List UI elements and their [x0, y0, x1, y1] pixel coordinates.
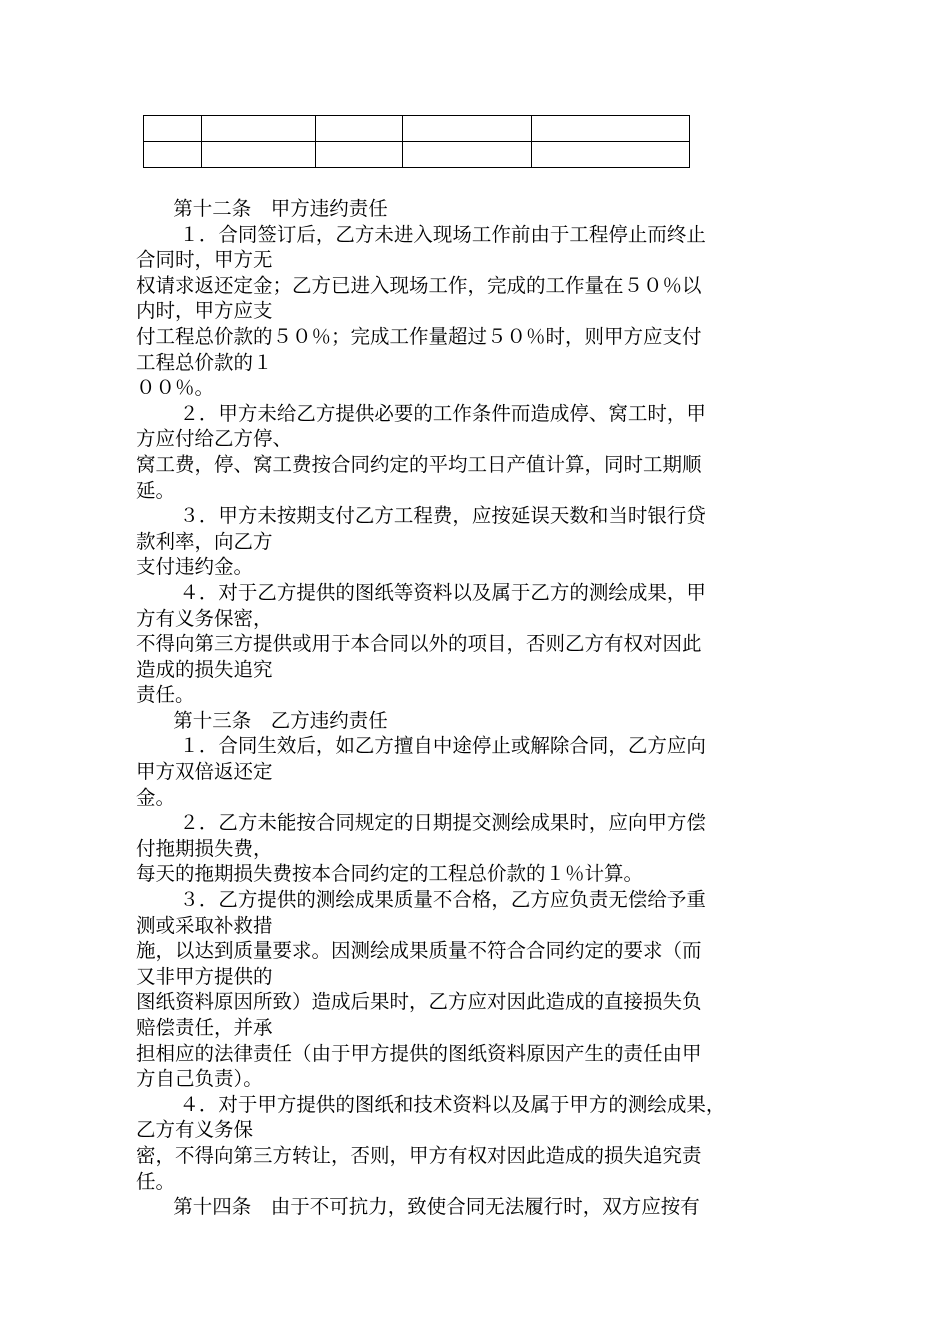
text-line: 付拖期损失费，: [136, 836, 273, 860]
text-line: ４．对于甲方提供的图纸和技术资料以及属于甲方的测绘成果，: [136, 1092, 726, 1116]
table-cell: [316, 142, 403, 168]
text-line: 甲方双倍返还定: [136, 760, 273, 784]
table-cell: [144, 142, 202, 168]
text-line: 第十二条 甲方违约责任: [136, 197, 388, 220]
text-line: 每天的拖期损失费按本合同约定的工程总价款的１％计算。: [136, 862, 644, 886]
text-line: 乙方有义务保: [136, 1118, 254, 1142]
text-line: 又非甲方提供的: [136, 964, 273, 988]
text-line: 权请求返还定金；乙方已进入现场工作，完成的工作量在５０％以: [136, 273, 702, 297]
text-line: ２．乙方未能按合同规定的日期提交测绘成果时，应向甲方偿: [136, 811, 706, 835]
text-line: 工程总价款的１: [136, 350, 273, 374]
text-line: 窝工费，停、窝工费按合同约定的平均工日产值计算，同时工期顺: [136, 452, 702, 476]
text-line: 方自己负责）。: [136, 1067, 263, 1091]
table-cell: [144, 116, 202, 142]
table-cell: [202, 116, 316, 142]
text-line: １．合同签订后，乙方未进入现场工作前由于工程停止而终止: [136, 222, 706, 246]
text-line: 不得向第三方提供或用于本合同以外的项目，否则乙方有权对因此: [136, 632, 702, 656]
text-line: ３．甲方未按期支付乙方工程费，应按延误天数和当时银行贷: [136, 504, 706, 528]
text-line: 方应付给乙方停、: [136, 427, 293, 451]
table-cell: [403, 142, 532, 168]
text-line: ００％。: [136, 376, 215, 400]
text-line: 施，以达到质量要求。因测绘成果质量不符合合同约定的要求（而: [136, 939, 702, 963]
table-row: [144, 142, 690, 168]
table-row: [144, 116, 690, 142]
text-line: ２．甲方未给乙方提供必要的工作条件而造成停、窝工时，甲: [136, 401, 706, 425]
text-line: 付工程总价款的５０％；完成工作量超过５０％时，则甲方应支付: [136, 324, 702, 348]
text-line: 款利率，向乙方: [136, 529, 273, 553]
empty-table: [143, 115, 690, 168]
text-line: １．合同生效后，如乙方擅自中途停止或解除合同，乙方应向: [136, 734, 706, 758]
text-line: 第十三条 乙方违约责任: [136, 708, 388, 732]
text-line: 图纸资料原因所致）造成后果时，乙方应对因此造成的直接损失负: [136, 990, 702, 1014]
text-line: 造成的损失追究: [136, 657, 273, 681]
table-cell: [532, 116, 690, 142]
text-line: ４．对于乙方提供的图纸等资料以及属于乙方的测绘成果，甲: [136, 580, 706, 604]
text-line: 责任。: [136, 683, 195, 707]
text-line: 密，不得向第三方转让，否则，甲方有权对因此造成的损失追究责: [136, 1143, 702, 1167]
text-line: 方有义务保密，: [136, 606, 273, 630]
text-line: 支付违约金。: [136, 555, 254, 579]
text-line: 第十四条 由于不可抗力，致使合同无法履行时，双方应按有: [136, 1195, 700, 1219]
text-line: 任。: [136, 1169, 176, 1193]
text-line: 担相应的法律责任（由于甲方提供的图纸资料原因产生的责任由甲: [136, 1041, 702, 1065]
table-cell: [202, 142, 316, 168]
text-line: ３．乙方提供的测绘成果质量不合格，乙方应负责无偿给予重: [136, 888, 706, 912]
text-line: 合同时，甲方无: [136, 248, 273, 272]
text-line: 内时，甲方应支: [136, 299, 273, 323]
contract-body-text: [136, 196, 816, 1220]
table-cell: [316, 116, 403, 142]
text-line: 金。: [136, 785, 176, 809]
table-cell: [532, 142, 690, 168]
text-line: 测或采取补救措: [136, 913, 273, 937]
text-line: 赔偿责任，并承: [136, 1016, 273, 1039]
table-cell: [403, 116, 532, 142]
text-line: 延。: [136, 478, 176, 502]
